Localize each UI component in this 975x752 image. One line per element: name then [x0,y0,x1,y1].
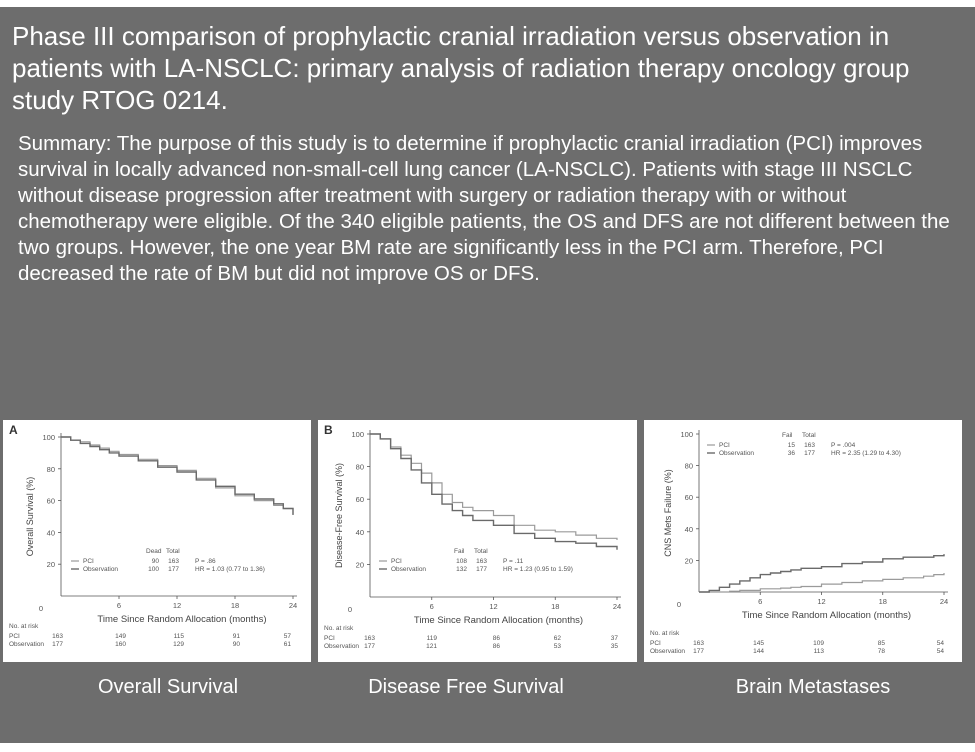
x-axis-label: Time Since Random Allocation (months) [413,615,584,626]
risk-value: 37 [610,635,618,642]
brain-metastases-panel [644,420,962,662]
y-tick-label: 20 [684,556,693,566]
y-tick-label: 60 [684,493,693,503]
risk-value: 163 [693,640,704,647]
origin-label: 0 [676,600,682,609]
risk-value: 177 [693,648,704,655]
risk-value: 90 [232,641,240,648]
x-tick-label: 18 [230,601,240,610]
x-tick-label: 18 [878,597,887,606]
risk-row-name: Observation [324,643,360,650]
risk-value: 115 [173,633,184,640]
x-tick-label: 18 [551,602,560,611]
risk-row-name: PCI [9,633,20,640]
risk-value: 91 [232,633,240,640]
x-axis-label: Time Since Random Allocation (months) [741,610,912,621]
legend-total: 177 [804,450,815,457]
legend-count: 100 [148,566,159,573]
risk-value: 144 [753,648,764,655]
legend-count: 132 [456,566,467,573]
disease-free-survival-chart [318,420,637,662]
caption-disease-free-survival: Disease Free Survival [368,676,564,698]
series-line-observation [370,434,617,550]
legend-count: 108 [456,558,467,565]
risk-value: 149 [115,633,126,640]
risk-row-name: PCI [324,635,335,642]
risk-value: 109 [813,640,824,647]
legend-count: 90 [151,558,159,565]
disease-free-survival-panel [318,420,637,662]
origin-label: 0 [347,605,353,614]
series-line-observation [61,437,293,515]
origin-label: 0 [38,604,44,613]
risk-value: 54 [936,648,944,655]
risk-value: 53 [553,643,561,650]
risk-value: 61 [283,641,291,648]
legend-label: Observation [719,450,755,457]
y-tick-label: 100 [680,430,693,439]
legend-label: PCI [391,558,402,565]
legend-label: PCI [83,558,94,565]
y-tick-label: 20 [46,560,55,570]
risk-value: 54 [936,640,944,647]
legend-total: 177 [168,566,179,573]
risk-value: 177 [52,641,63,648]
risk-row-name: PCI [650,640,661,647]
y-tick-label: 60 [46,496,55,506]
x-tick-label: 6 [758,597,763,606]
x-axis-label: Time Since Random Allocation (months) [97,614,267,625]
y-axis-label: CNS Mets Failure (%) [663,469,673,557]
p-value-annotation: P = .11 [503,558,524,565]
legend-count: 36 [787,450,795,457]
risk-table-label: No. at risk [9,623,39,630]
x-tick-label: 12 [172,601,182,610]
legend-total: 163 [804,442,815,449]
risk-row-name: Observation [9,641,45,648]
legend-header: Dead [146,548,162,555]
legend-header: Total [166,548,180,555]
hazard-ratio-annotation: HR = 2.35 (1.29 to 4.30) [831,450,901,457]
x-tick-label: 6 [116,601,122,610]
x-tick-label: 24 [612,602,622,611]
y-tick-label: 60 [355,495,364,505]
caption-brain-metastases: Brain Metastases [735,676,891,698]
risk-value: 62 [553,635,561,642]
legend-header: Total [474,548,488,555]
p-value-annotation: P = .004 [831,442,856,449]
series-line-pci [699,573,944,592]
risk-value: 163 [52,633,63,640]
x-tick-label: 6 [429,602,434,611]
y-tick-label: 40 [46,528,55,538]
risk-value: 177 [364,643,375,650]
risk-value: 86 [492,643,500,650]
legend-count: 15 [787,442,795,449]
risk-value: 113 [813,648,824,655]
legend-total: 177 [476,566,487,573]
slide-title: Phase III comparison of prophylactic cranial irradiation versus observation in patients with LA-NSCLC: primary analysis of radiation therapy oncology group study RTOG 0214. [12,21,910,115]
y-tick-label: 100 [42,433,55,442]
overall-survival-panel [3,420,311,662]
panel-letter: A [9,423,18,437]
risk-value: 57 [283,633,291,640]
legend-total: 163 [476,558,487,565]
y-tick-label: 20 [355,560,364,570]
risk-value: 160 [115,641,126,648]
y-axis-label: Overall Survival (%) [25,476,35,557]
risk-table-label: No. at risk [650,630,680,637]
legend-label: Observation [391,566,427,573]
p-value-annotation: P = .86 [195,558,216,565]
risk-value: 86 [492,635,500,642]
legend-total: 163 [168,558,179,565]
risk-row-name: Observation [650,648,686,655]
panel-letter: B [324,423,333,437]
risk-value: 121 [426,643,437,650]
risk-value: 78 [877,648,885,655]
y-axis-label: Disease-Free Survival (%) [334,462,344,569]
summary-text: Summary: The purpose of this study is to determine if prophylactic cranial irradiation (PCI) improves survival in locally advanced non-small-cell lung cancer (LA-NSCLC). Patients with stage III NSCLC without disease progression after treatment with surgery or radiation therapy with or without chemotherapy were eligible. Of the 340 eligible patients, the OS and DFS are not different between the two groups. However, the one year BM rate are significantly less in the PCI arm. Therefore, PCI decreased the rate of BM but did not improve OS or DFS. [18,132,950,285]
risk-value: 119 [426,635,437,642]
x-tick-label: 24 [939,597,949,606]
x-tick-label: 12 [817,597,826,606]
legend-label: Observation [83,566,119,573]
legend-header: Fail [782,432,793,439]
brain-metastases-chart [644,420,962,662]
x-tick-label: 12 [489,602,498,611]
risk-table-label: No. at risk [324,625,354,632]
risk-value: 129 [173,641,184,648]
y-tick-label: 40 [684,524,693,534]
series-line-pci [61,437,293,515]
y-tick-label: 40 [355,527,364,537]
overall-survival-chart [3,420,311,662]
legend-header: Fail [454,548,465,555]
legend-label: PCI [719,442,730,449]
hazard-ratio-annotation: HR = 1.23 (0.95 to 1.59) [503,566,573,573]
legend-header: Total [802,432,816,439]
x-tick-label: 24 [288,601,298,610]
risk-value: 85 [877,640,885,647]
y-tick-label: 80 [684,461,693,471]
caption-overall-survival: Overall Survival [97,676,239,698]
y-tick-label: 80 [355,462,364,472]
risk-value: 163 [364,635,375,642]
hazard-ratio-annotation: HR = 1.03 (0.77 to 1.36) [195,566,265,573]
y-tick-label: 100 [351,430,364,439]
risk-value: 145 [753,640,764,647]
risk-value: 35 [610,643,618,650]
y-tick-label: 80 [46,464,55,474]
